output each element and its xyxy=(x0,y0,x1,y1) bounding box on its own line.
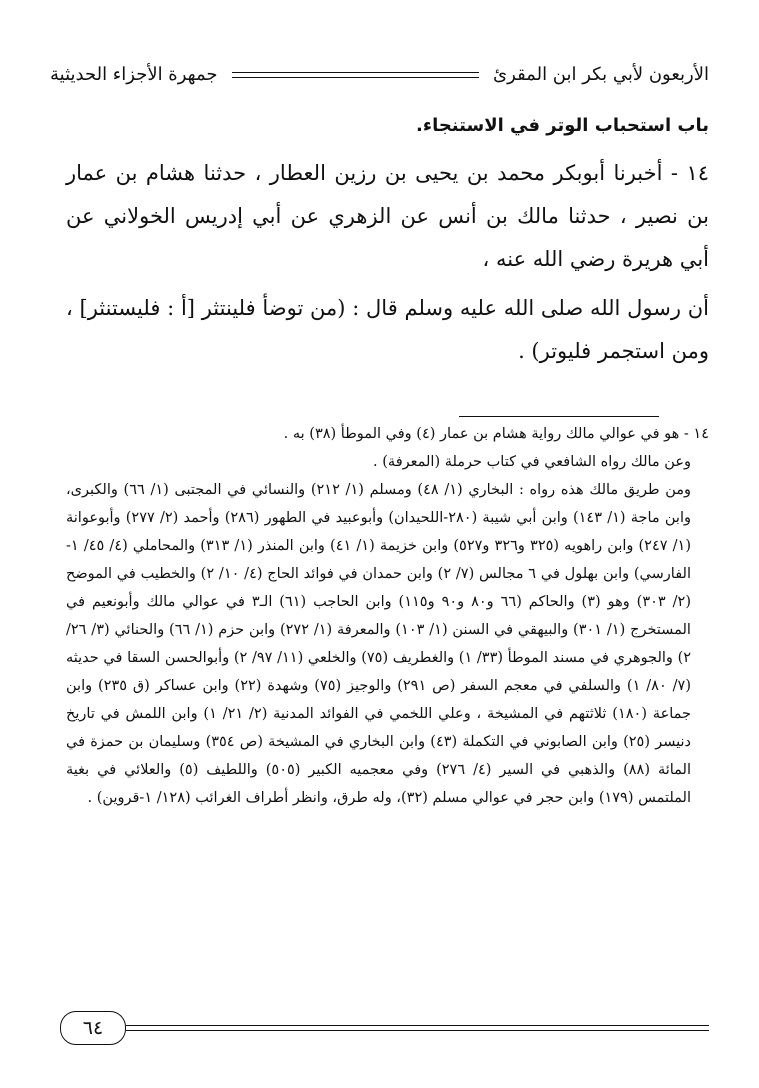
series-title: جمهرة الأجزاء الحديثية xyxy=(50,64,218,85)
footnotes xyxy=(66,420,709,812)
footnote-line-1: ١٤ - هو في عوالي مالك رواية هشام بن عمار (٤) وفي الموطأ (٣٨) به . xyxy=(283,426,709,442)
page-footer xyxy=(50,1010,709,1046)
footnote-separator xyxy=(459,416,659,417)
header-rule xyxy=(232,72,480,78)
footnote-line-3: ومن طريق مالك هذه رواه : البخاري (١/ ٤٨) ومسلم (١/ ٢١٢) والنسائي في المجتبى (١/ ٦٦) والكبرى، وابن ماجة (١/ ١٤٣) وابن أبي شيبة (٢٨٠-اللحيدان) وأبوعبيد في الطهور (٢٨٦) وأحمد (٢/ ٢٧٧) وأبوعوانة (١/ ٢٤٧) وابن راهويه (٣٢٥ و٣٢٦ و٥٢٧) وابن خزيمة (١/ ٤١) وابن المنذر (١/ ٣١٣) والمحاملي (٤/ ٤٥/ ١- الفارسي) وابن بهلول في ٦ مجالس (٧/ ٢) وابن حمدان في فوائد الحاج (٤/ ١٠/ ٢) والخطيب في الموضح (٢/ ٣٠٣) وهو (٣) والحاكم (٦٦ و٨٠ و٩٠ و١١٥) وابن الحاجب (٦١) الـ٣ في عوالي مالك وأبونعيم في المستخرج (١/ ٣٠١) والبيهقي في السنن (١/ ١٠٣) والمعرفة (١/ ٢٧٢) وابن حزم (١/ ٦٦) والحنائي (٣/ ٢٦/ ٢) والجوهري في مسند الموطأ (٣٣/ ١) والغطريف (٧٥) والخلعي (١١/ ٩٧/ ٢) وأبوالحسن السقا في حديثه (٧/ ٨٠/ ١) والسلفي في معجم السفر (ص ٢٩١) والوجيز (٧٥) وشهدة (٢٢) وابن عساكر (ق ٢٣٥) وابن جماعة (١٨٠) ثلاثتهم في المشيخة ، وعلي اللخمي في الفوائد المدنية (٢/ ٢١/ ١) وابن اللمش في تاريخ دنيسر (٢٥) وابن الصابوني في التكملة (٤٣) وابن البخاري في المشيخة (ص ٣٥٤) وسليمان بن حمزة في المائة (٨٨) والذهبي في السير (٤/ ٢٧٦) وفي معجميه الكبير (٥٠٥) واللطيف (٥) والعلائي في بغية الملتمس (١٧٩) وابن حجر في عوالي مسلم (٣٢)، وله طرق، وانظر أطراف الغرائب (١٢٨/ ١-قروين) . xyxy=(66,482,692,806)
running-header xyxy=(50,58,709,92)
book-title: الأربعون لأبي بكر ابن المقرئ xyxy=(493,64,709,85)
hadith-isnad: ١٤ - أخبرنا أبوبكر محمد بن يحيى بن رزين العطار ، حدثنا هشام بن عمار بن نصير ، حدثنا مالك بن أنس عن الزهري عن أبي إدريس الخولاني عن أبي هريرة رضي الله عنه ، xyxy=(66,161,709,271)
footer-rule xyxy=(126,1025,709,1031)
page-number: ٦٤ xyxy=(60,1011,126,1045)
chapter-heading: باب استحباب الوتر في الاستنجاء. xyxy=(416,115,709,136)
footnote-line-2: وعن مالك رواه الشافعي في كتاب حرملة (المعرفة) . xyxy=(373,454,691,470)
main-text xyxy=(66,104,709,373)
hadith-matn: أن رسول الله صلى الله عليه وسلم قال : (من توضأ فلينتثر [أ : فليستنثر] ، ومن استجمر فليوتر) . xyxy=(66,296,709,363)
